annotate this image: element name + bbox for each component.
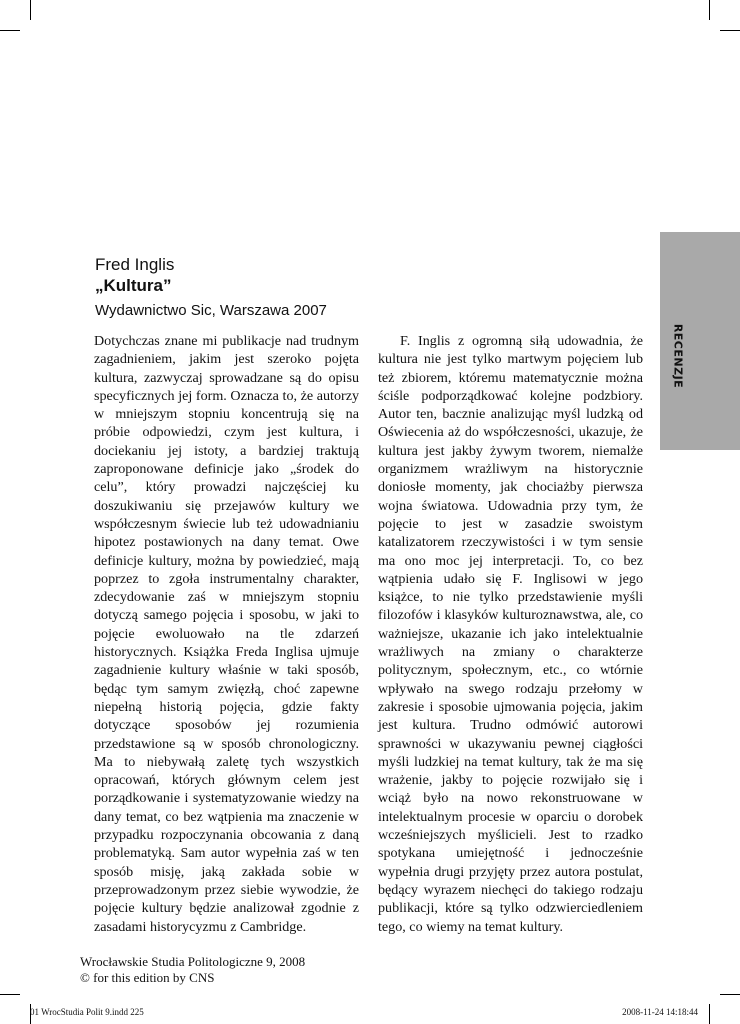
footer-copyright: © for this edition by CNS xyxy=(80,970,215,985)
crop-mark-top-right-vertical xyxy=(709,0,710,20)
crop-mark-top-left-horizontal xyxy=(0,30,20,31)
footer-journal: Wrocławskie Studia Politologiczne 9, 2008 xyxy=(80,954,306,969)
crop-mark-bottom-right-horizontal xyxy=(720,994,740,995)
book-title: „Kultura” xyxy=(95,276,172,295)
slug-timestamp: 2008-11-24 14:18:44 xyxy=(622,1007,698,1017)
crop-mark-bottom-right-vertical xyxy=(709,1004,710,1024)
review-column-right: F. Inglis z ogromną siłą udowadnia, że kultura nie jest tylko martwym pojęciem lub też zbiorem, któremu matematycznie można ściśle podporządkować kolejne podzbiory. Autor ten, bacznie analizując myśl ludzką od Oświecenia aż do współczesności, ukazuje, że kultura jest jakby żywym tworem, niemalże organizmem wrażliwym na historycznie doniosłe momenty, jak chociażby pierwsza wojna światowa. Udowadnia przy tym, że pojęcie to jest w zasadzie swoistym katalizatorem rzeczywistości i w tym sensie ma ono moc jej interpretacji. To, co bez wątpienia udało się F. Inglisowi w jego książce, to nie tylko przedstawienie myśli filozofów i klasyków kulturoznawstwa, ale, co ważniejsze, ukazanie ich jako intelektualnie wrażliwych na zmiany o charakterze politycznym, społecznym, etc., co wtórnie wpływało na swego rodzaju przełomy w zakresie i sposobie ujmowania pojęcia, jakim jest kultura. Trudno odmówić autorowi sprawności w ukazywaniu pewnej ciągłości myśli ludzkiej na temat kultury, tak że ma się wrażenie, jakby to pojęcie rozwijało się i wciąż było na nowo rekonstruowane w intelektualnym procesie w oparciu o dorobek wcześniejszych myślicieli. Jest to rzadko spotykana umiejętność i jednocześnie wypełnia drugi przyjęty przez autora postulat, będący wyrazem niechęci do takiego rodzaju publikacji, które są tylko odzwierciedleniem tego, co wiemy na temat kultury. xyxy=(378,333,643,935)
section-tab-label: RECENZJE xyxy=(671,323,685,389)
book-publisher: Wydawnictwo Sic, Warszawa 2007 xyxy=(95,302,327,319)
crop-mark-top-left-vertical xyxy=(30,0,31,20)
book-author: Fred Inglis xyxy=(95,255,175,274)
crop-mark-top-right-horizontal xyxy=(720,30,740,31)
page-footer xyxy=(80,954,305,986)
review-column-left: Dotychczas znane mi publikacje nad trudnym zagadnieniem, jakim jest szeroko pojęta kultura, zazwyczaj sprowadzane są do opisu specyficznych jej form. Oznacza to, że autorzy w mniejszym stopniu koncentrują się na próbie odpowiedzi, czym jest kultura, i dociekaniu jej istoty, a bardziej traktują zaproponowane definicje jako „środek do celu”, który prowadzi najczęściej ku doszukiwaniu się przejawów kultury we współczesnym świecie lub też udowadnianiu hipotez postawionych na dany temat. Owe definicje kultury, można by powiedzieć, mają poprzez to zgoła instrumentalny charakter, zdecydowanie zaś w mniejszym stopniu dotyczą samego pojęcia i sposobu, w jaki to pojęcie ewoluowało na tle zdarzeń historycznych. Książka Freda Inglisa ujmuje zagadnienie kultury właśnie w taki sposób, będąc tym samym zwięzłą, choć zapewne niepełną historią pojęcia, gdzie fakty dotyczące sposobów jej rozumienia przedstawione są w sposób chronologiczny. Ma to niebywałą zaletę tych wszystkich opracowań, których głównym celem jest porządkowanie i systematyzowanie wiedzy na dany temat, co bez wątpienia ma znaczenie w przypadku rozpoczynania obcowania z daną problematyką. Sam autor wypełnia zaś w ten sposób misję, jaką zakłada sobie w przeprowadzonym przez siebie wywodzie, że pojęcie kultury będzie analizował zgodnie z zasadami historycyzmu z Cambridge. xyxy=(94,333,359,935)
crop-mark-bottom-left-horizontal xyxy=(0,994,20,995)
slug-filename: 01 WrocStudia Polit 9.indd 225 xyxy=(30,1007,144,1017)
